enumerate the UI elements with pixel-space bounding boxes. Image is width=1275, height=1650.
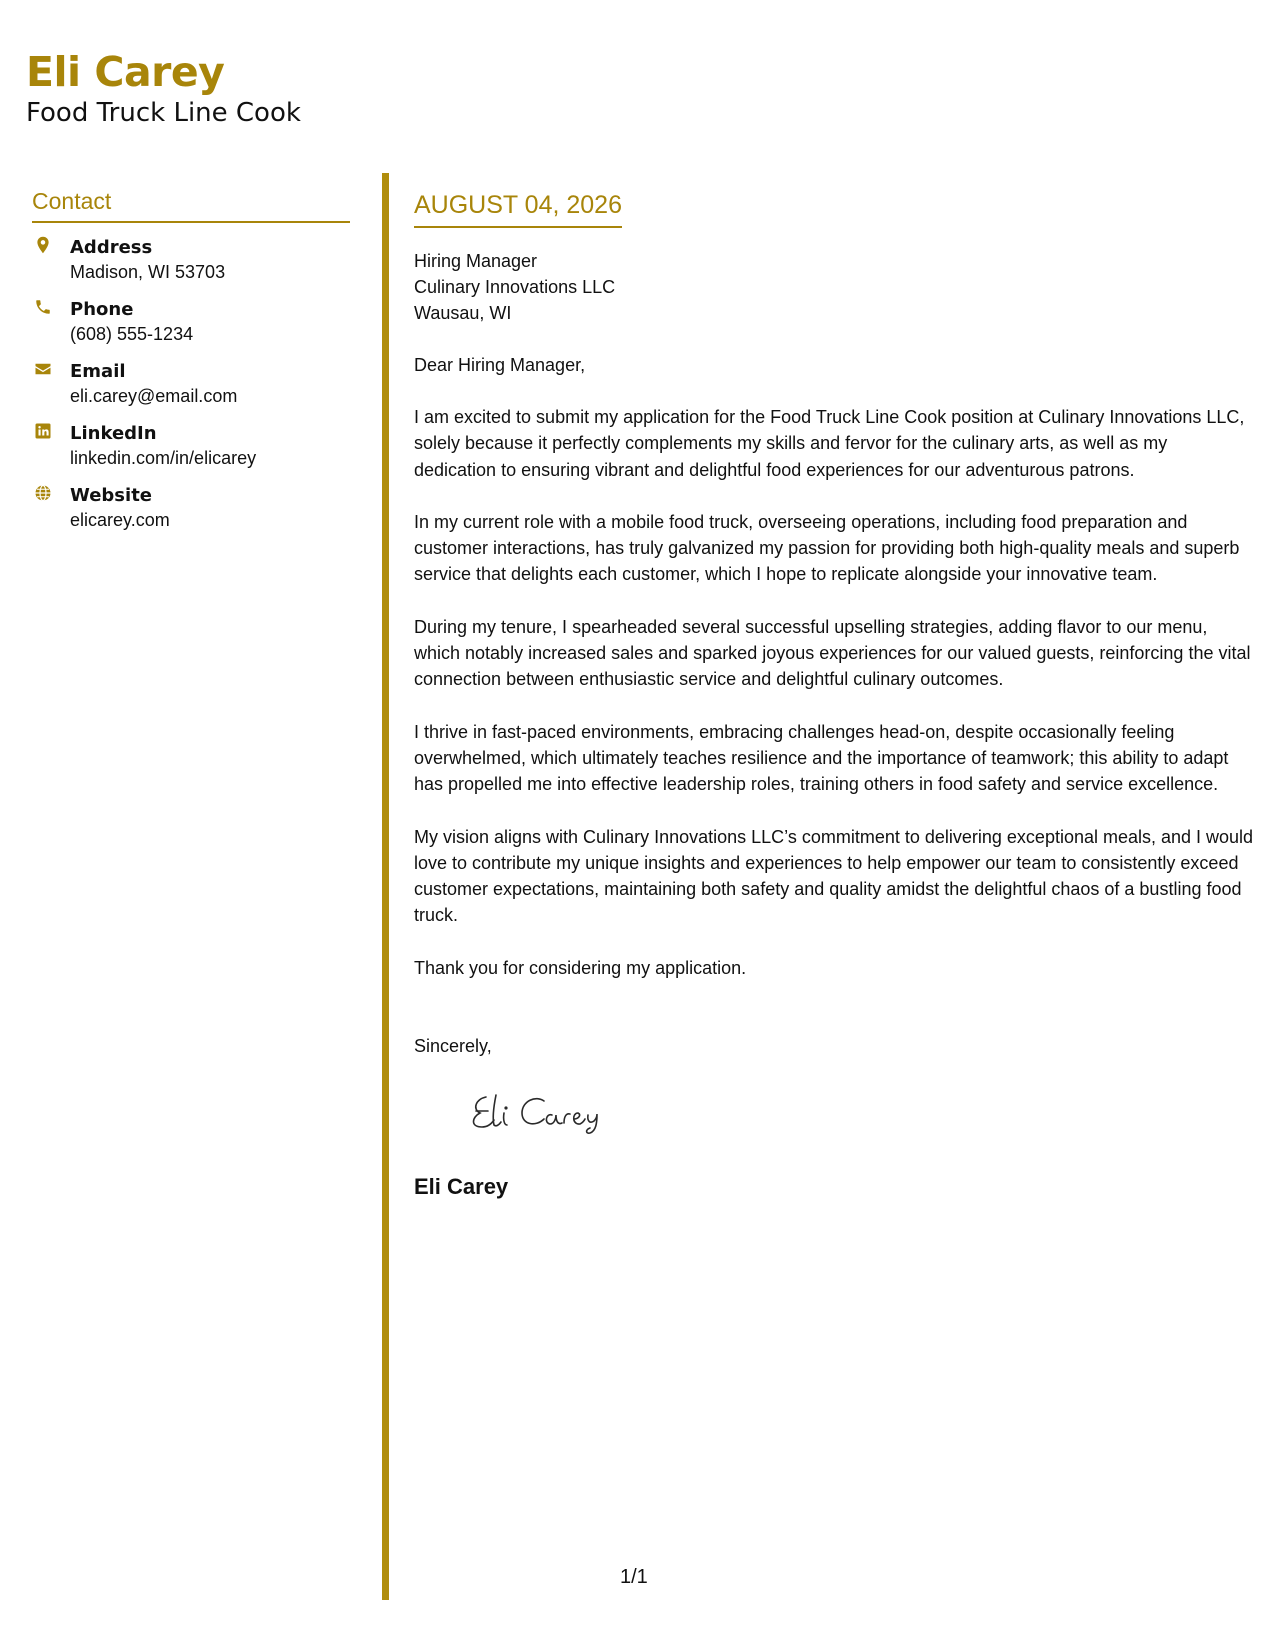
map-pin-icon	[34, 236, 52, 254]
paragraph: I am excited to submit my application for the Food Truck Line Cook position at Culinary Innovations LLC, solely because it perfectly complements my skills and fervor for the culinary arts, as well as my dedication to ensuring vibrant and delightful food experiences for our adventurous patrons.	[414, 407, 1245, 480]
paragraph: During my tenure, I spearheaded several successful upselling strategies, adding flavor to our menu, which notably increased sales and sparked joyous experiences for our valued guests, reinforcing the vital connection between enthusiastic service and delightful culinary outcomes.	[414, 616, 1251, 690]
recipient-location: Wausau, WI	[414, 303, 512, 323]
contact-heading: Contact	[32, 185, 350, 223]
linkedin-icon	[34, 422, 52, 440]
salutation: Dear Hiring Manager,	[414, 355, 586, 375]
paragraph: I thrive in fast-paced environments, embracing challenges head-on, despite occasionally feeling overwhelmed, which ultimately teaches resilience and the importance of teamwork; this ability to adapt has propelled me into effective leadership roles, training others in food safety and service excellence.	[414, 721, 1229, 795]
address-value: Madison, WI 53703	[70, 262, 226, 282]
address-label: Address	[70, 237, 153, 258]
contact-item-linkedin	[32, 421, 350, 471]
paragraph: My vision aligns with Culinary Innovations LLC’s commitment to delivering exceptional meals, and I would love to contribute my unique insights and experiences to help empower our team to consistently exceed customer expectations, maintaining both safety and quality amidst the delightful chaos of a bustling food truck.	[414, 826, 1254, 926]
header	[26, 48, 301, 130]
recipient-block	[414, 248, 1254, 326]
phone-value: (608) 555-1234	[70, 324, 194, 344]
recipient-title: Hiring Manager	[414, 251, 538, 271]
website-value: elicarey.com	[70, 510, 170, 530]
recipient-company: Culinary Innovations LLC	[414, 277, 616, 297]
linkedin-label: LinkedIn	[70, 423, 157, 444]
applicant-name: Eli Carey	[26, 48, 225, 96]
website-label: Website	[70, 485, 153, 506]
signer-name: Eli Carey	[414, 1174, 509, 1200]
phone-label: Phone	[70, 299, 134, 320]
paragraph: Thank you for considering my application.	[414, 957, 747, 978]
handwritten-signature	[466, 1087, 626, 1137]
closing: Sincerely,	[414, 1036, 492, 1057]
email-label: Email	[70, 361, 126, 382]
contact-sidebar	[32, 185, 350, 533]
paragraph: In my current role with a mobile food truck, overseeing operations, including food preparation and customer interactions, has truly galvanized my passion for providing both high-quality meals and superb service that delights each customer, which I hope to replicate alongside your innovative team.	[414, 511, 1240, 585]
contact-item-address	[32, 235, 350, 285]
vertical-divider	[382, 173, 389, 1600]
phone-icon	[34, 298, 52, 316]
letter-paragraphs	[414, 404, 1254, 981]
letter-date: AUGUST 04, 2026	[414, 189, 622, 228]
email-value: eli.carey@email.com	[70, 386, 238, 406]
contact-item-email	[32, 359, 350, 409]
contact-item-website	[32, 483, 350, 533]
contact-item-phone	[32, 297, 350, 347]
page-number: 1/1	[620, 1566, 648, 1588]
envelope-icon	[34, 360, 52, 378]
globe-icon	[34, 484, 52, 502]
linkedin-value: linkedin.com/in/elicarey	[70, 448, 257, 468]
letter-body	[414, 189, 1254, 1202]
job-title: Food Truck Line Cook	[26, 98, 301, 128]
